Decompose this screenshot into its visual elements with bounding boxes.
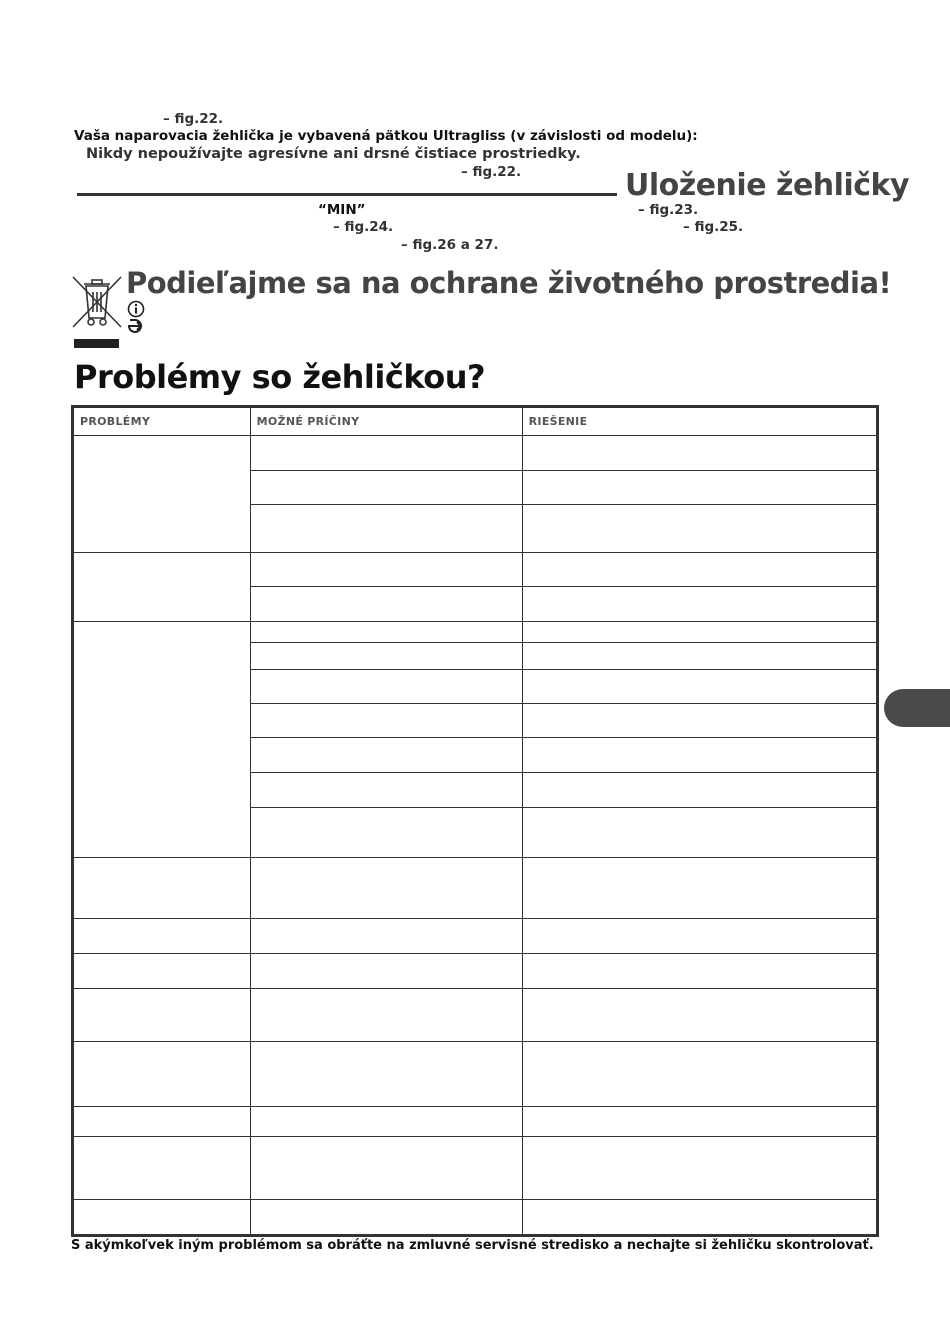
table-row bbox=[73, 989, 878, 1042]
table-row bbox=[73, 622, 878, 643]
table-row bbox=[73, 436, 878, 471]
problem-cell bbox=[73, 989, 251, 1042]
cause-cell bbox=[250, 704, 522, 738]
solution-cell bbox=[522, 1137, 877, 1200]
cause-cell bbox=[250, 436, 522, 471]
solution-cell bbox=[522, 954, 877, 989]
problem-cell bbox=[73, 919, 251, 954]
solution-cell bbox=[522, 858, 877, 919]
header-problems: PROBLÉMY bbox=[73, 407, 251, 436]
cause-cell bbox=[250, 471, 522, 505]
weee-bar bbox=[74, 339, 119, 348]
info-icon bbox=[127, 300, 145, 318]
solution-cell bbox=[522, 505, 877, 553]
never-use-line: Nikdy nepoužívajte agresívne ani drsné čistiace prostriedky. bbox=[86, 146, 581, 162]
table-row bbox=[73, 1137, 878, 1200]
cause-cell bbox=[250, 1200, 522, 1236]
section-tab-marker bbox=[884, 689, 950, 727]
table-row bbox=[73, 919, 878, 954]
problem-cell bbox=[73, 1137, 251, 1200]
fig25-ref: – fig.25. bbox=[683, 219, 744, 235]
cause-cell bbox=[250, 622, 522, 643]
fig26-ref: – fig.26 a 27. bbox=[401, 237, 499, 253]
min-label: “MIN” bbox=[318, 202, 366, 218]
problem-cell bbox=[73, 1200, 251, 1236]
ultragliss-line: Vaša naparovacia žehlička je vybavená pätkou Ultragliss (v závislosti od modelu): bbox=[74, 128, 698, 144]
fig22-ref-2: – fig.22. bbox=[461, 164, 522, 180]
cause-cell bbox=[250, 1107, 522, 1137]
solution-cell bbox=[522, 919, 877, 954]
footer-note: S akýmkoľvek iným problémom sa obráťte na zmluvné servisné stredisko a nechajte si žehličku skontrolovať. bbox=[71, 1238, 874, 1253]
cause-cell bbox=[250, 1042, 522, 1107]
cause-cell bbox=[250, 954, 522, 989]
fig23-ref: – fig.23. bbox=[638, 202, 699, 218]
table-row bbox=[73, 1042, 878, 1107]
problem-cell bbox=[73, 954, 251, 989]
cause-cell bbox=[250, 643, 522, 670]
problem-cell bbox=[73, 1042, 251, 1107]
header-causes: MOŽNÉ PRÍČINY bbox=[250, 407, 522, 436]
problem-cell bbox=[73, 858, 251, 919]
solution-cell bbox=[522, 989, 877, 1042]
cause-cell bbox=[250, 553, 522, 587]
solution-cell bbox=[522, 643, 877, 670]
solution-cell bbox=[522, 471, 877, 505]
cause-cell bbox=[250, 1137, 522, 1200]
solution-cell bbox=[522, 622, 877, 643]
weee-bin-icon bbox=[70, 274, 124, 330]
environment-heading: Podieľajme sa na ochrane životného prostredia! bbox=[126, 266, 892, 300]
solution-cell bbox=[522, 808, 877, 858]
solution-cell bbox=[522, 436, 877, 471]
solution-cell bbox=[522, 773, 877, 808]
storage-heading: Uloženie žehličky bbox=[625, 168, 910, 203]
solution-cell bbox=[522, 704, 877, 738]
solution-cell bbox=[522, 738, 877, 773]
cause-cell bbox=[250, 670, 522, 704]
cause-cell bbox=[250, 738, 522, 773]
fig24-ref: – fig.24. bbox=[333, 219, 394, 235]
solution-cell bbox=[522, 1042, 877, 1107]
solution-cell bbox=[522, 1200, 877, 1236]
solution-cell bbox=[522, 1107, 877, 1137]
table-row bbox=[73, 858, 878, 919]
cause-cell bbox=[250, 989, 522, 1042]
solution-cell bbox=[522, 553, 877, 587]
table-row bbox=[73, 1200, 878, 1236]
problems-table bbox=[71, 405, 879, 1237]
fig22-ref-1: – fig.22. bbox=[163, 111, 224, 127]
storage-rule bbox=[77, 193, 617, 196]
solution-cell bbox=[522, 670, 877, 704]
cause-cell bbox=[250, 505, 522, 553]
cause-cell bbox=[250, 919, 522, 954]
cause-cell bbox=[250, 587, 522, 622]
cause-cell bbox=[250, 808, 522, 858]
table-row bbox=[73, 954, 878, 989]
recycle-arrow-icon bbox=[127, 318, 145, 334]
problem-cell bbox=[73, 553, 251, 622]
header-solution: RIEŠENIE bbox=[522, 407, 877, 436]
problem-cell bbox=[73, 436, 251, 553]
cause-cell bbox=[250, 858, 522, 919]
problems-heading: Problémy so žehličkou? bbox=[74, 358, 486, 396]
table-row bbox=[73, 553, 878, 587]
solution-cell bbox=[522, 587, 877, 622]
cause-cell bbox=[250, 773, 522, 808]
problem-cell bbox=[73, 622, 251, 858]
table-header-row bbox=[73, 407, 878, 436]
table-row bbox=[73, 1107, 878, 1137]
problem-cell bbox=[73, 1107, 251, 1137]
